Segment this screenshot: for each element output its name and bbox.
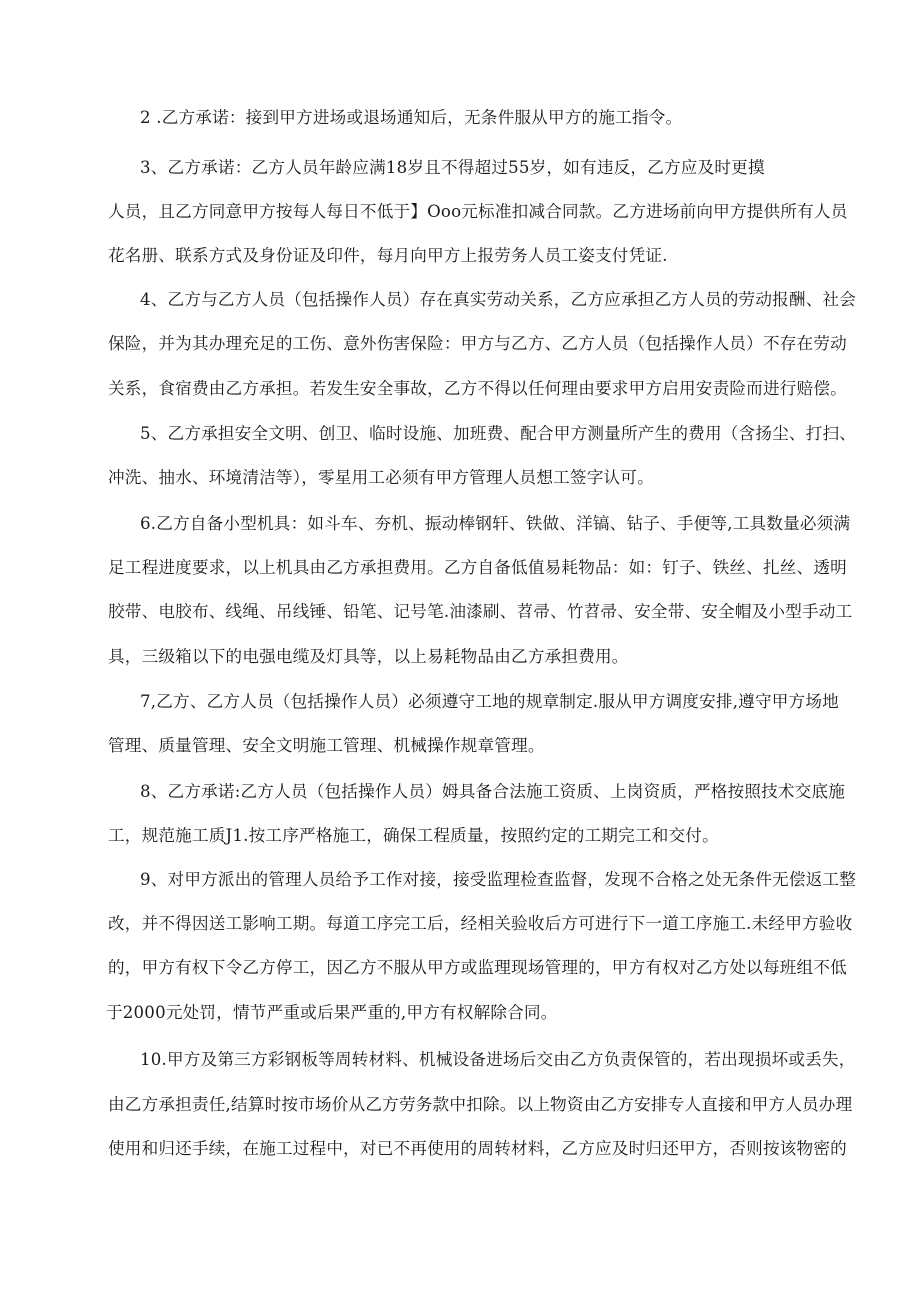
clause-6-line-1: 6.乙方自备小型机具：如斗车、夯机、振动棒钢轩、铁做、洋镐、钻子、手便等,工具数量必须满	[140, 514, 851, 533]
clause-6-line-3: 胶带、电胶布、线绳、吊线锤、铅笔、记号笔.油漆刷、苕帚、竹苕帚、安全带、安全帽及小型手动工	[108, 602, 853, 621]
clause-4-line-3: 关系，食宿费由乙方承担。若发生安全事故，乙方不得以任何理由要求甲方启用安责险而进行赔偿。	[108, 379, 847, 398]
clause-9-line-2: 改，并不得因送工影响工期。每道工序完工后，经相关验收后方可进行下一道工序施工.未经甲方验收	[108, 914, 853, 933]
clause-8-line-2: 工，规范施工质J1.按工序严格施工，确保工程质量，按照约定的工期完工和交付。	[108, 826, 719, 845]
clause-9-line-1: 9、对甲方派出的管理人员给予工作对接，接受监理检查监督，发现不合格之处无条件无偿返工整	[140, 870, 857, 889]
clause-4-line-1: 4、乙方与乙方人员（包括操作人员）存在真实劳动关系，乙方应承担乙方人员的劳动报酬、社会	[140, 290, 857, 309]
clause-9-line-4: 于2000元处罚，情节严重或后果严重的,甲方有权解除合同。	[106, 1003, 558, 1022]
clause-5-line-2: 冲洗、抽水、环境清洁等），零星用工必须有甲方管理人员想工签字认可。	[108, 468, 654, 487]
clause-3-line-3: 花名册、联系方式及身份证及印件，每月向甲方上报劳务人员工姿支付凭证.	[108, 246, 668, 265]
clause-6-line-2: 足工程进度要求，以上机具由乙方承担费用。乙方自备低值易耗物品：如：钉子、铁丝、扎丝、透明	[108, 558, 847, 577]
clause-7-line-2: 管理、质量管理、安全文明施工管理、机械操作规章管理。	[108, 736, 545, 755]
clause-4-line-2: 保险，并为其办理充足的工伤、意外伤害保险：甲方与乙方、乙方人员（包括操作人员）不存在劳动	[108, 334, 847, 353]
clause-3-line-2: 人员，且乙方同意甲方按每人每日不低于】Ooo元标准扣减合同款。乙方进场前向甲方提供所有人员	[108, 202, 848, 221]
clause-10-line-2: 由乙方承担责任,结算时按市场价从乙方劳务款中扣除。以上物资由乙方安排专人直接和甲方人员办理	[108, 1095, 853, 1114]
clause-9-line-3: 的，甲方有权下令乙方停工，因乙方不服从甲方或监理现场管理的，甲方有权对乙方处以每班组不低	[108, 958, 847, 977]
clause-6-line-4: 具，三级箱以下的电强电缆及灯具等，以上易耗物品由乙方承担费用。	[108, 647, 629, 666]
clause-5-line-1: 5、乙方承担安全文明、创卫、临时设施、加班费、配合甲方测量所产生的费用（含扬尘、打扫、	[140, 424, 857, 443]
clause-10-line-3: 使用和归还手续，在施工过程中，对已不再使用的周转材料，乙方应及时归还甲方，否则按该物密的	[108, 1139, 847, 1158]
clause-3-line-1: 3、乙方承诺：乙方人员年龄应满18岁且不得超过55岁，如有违反，乙方应及时更摸	[140, 158, 765, 177]
clause-8-line-1: 8、乙方承诺:乙方人员（包括操作人员）姆具备合法施工资质、上岗资质，严格按照技术交底施	[140, 782, 846, 801]
clause-2-line-1: 2 .乙方承诺：接到甲方进场或退场通知后，无条件服从甲方的施工指令。	[140, 108, 683, 127]
clause-7-line-1: 7,乙方、乙方人员（包括操作人员）必须遵守工地的规章制定.服从甲方调度安排,遵守甲方场地	[140, 692, 839, 711]
clause-10-line-1: 10.甲方及第三方彩钢板等周转材料、机械设备进场后交由乙方负责保管的，若出现损坏或丢失，	[140, 1050, 856, 1069]
